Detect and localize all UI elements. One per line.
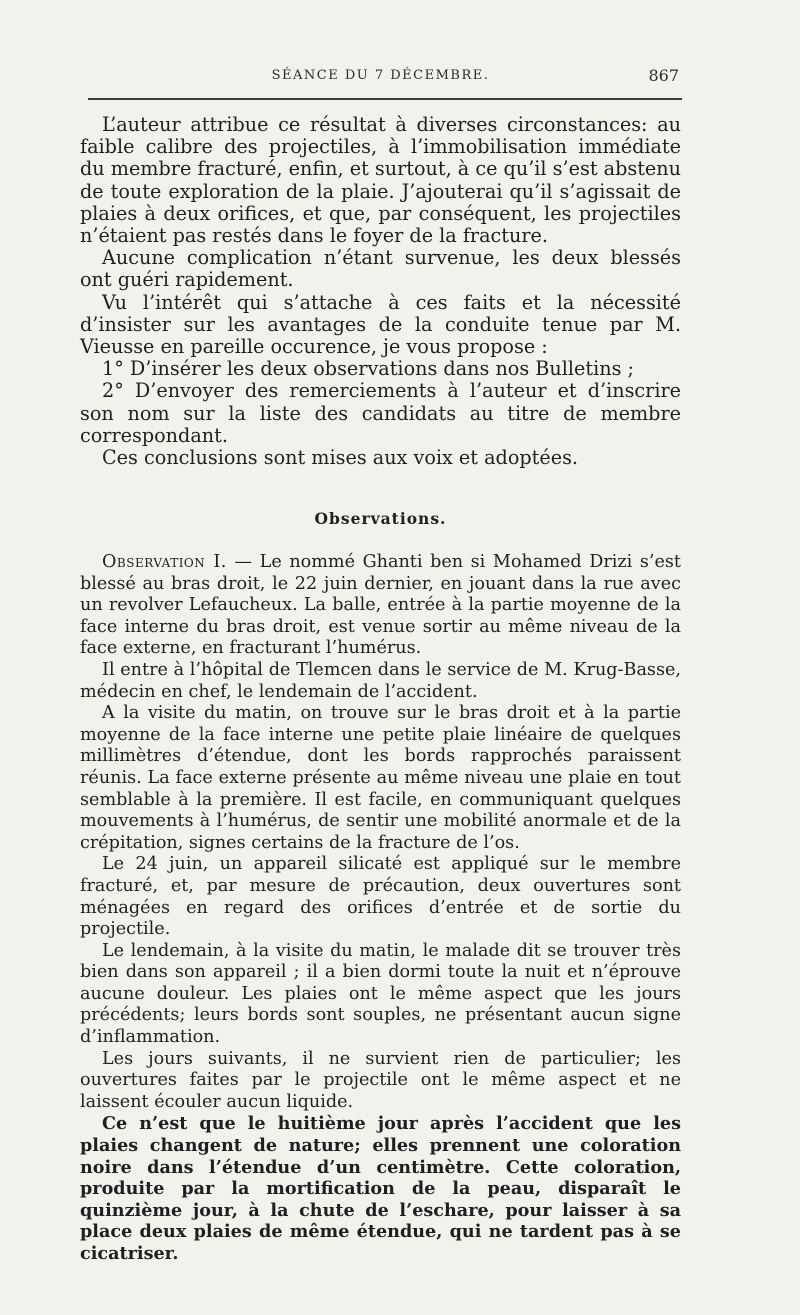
page-header xyxy=(80,66,681,90)
observation-paragraph: Il entre à l’hôpital de Tlemcen dans le service de M. Krug-Basse, médecin en chef, le lendemain de l’accident. xyxy=(80,659,681,702)
report-paragraph: Vu l’intérêt qui s’attache à ces faits et la nécessité d’insister sur les avantages de la conduite tenue par M. Vieusse en pareille occurence, je vous propose : xyxy=(80,290,681,359)
observation-paragraph: A la visite du matin, on trouve sur le bras droit et à la partie moyenne de la face interne une petite plaie linéaire de quelques millimètres d’étendue, dont les bords rapprochés paraissent réunis. La face externe présente au même niveau une plaie en tout semblable à la première. Il est facile, en communiquant quelques mouvements à l’humérus, de sentir une mobilité anormale et de la crépitation, signes certains de la fracture de l’os. xyxy=(80,703,681,853)
report-paragraph: Ces conclusions sont mises aux voix et adoptées. xyxy=(102,446,579,470)
observation-paragraph: Le 24 juin, un appareil silicaté est appliqué sur le membre fracturé, et, par mesure de précaution, deux ouvertures sont ménagées en regard des orifices d’entrée et de sortie du projectile. xyxy=(80,854,681,940)
observation-paragraph xyxy=(80,552,681,660)
page-number: 867 xyxy=(648,66,679,85)
observation-first-text: — Le nommé Ghanti ben si Mohamed Drizi s’est blessé au bras droit, le 22 juin dernier, en jouant dans la rue avec un revolver Lefaucheux. La balle, entrée à la partie moyenne de la face interne du bras droit, est venue sortir au même niveau de la face externe, en fracturant l’humérus. xyxy=(80,552,681,659)
observation-paragraph: Les jours suivants, il ne survient rien de particulier; les ouvertures faites par le projectile ont le même aspect et ne laissent écouler aucun liquide. xyxy=(80,1048,681,1112)
report-section xyxy=(80,114,681,469)
report-paragraph: 2° D’envoyer des remerciements à l’auteur et d’inscrire son nom sur la liste des candidats au titre de membre correspondant. xyxy=(80,379,681,447)
header-rule xyxy=(88,98,682,100)
observation-label: Observation I. xyxy=(102,552,227,572)
observations-heading: Observations. xyxy=(314,509,447,528)
report-paragraph: 1° D’insérer les deux observations dans nos Bulletins ; xyxy=(102,357,635,381)
observation-paragraph: Le lendemain, à la visite du matin, le malade dit se trouver très bien dans son appareil ; il a bien dormi toute la nuit et n’éprouve aucune douleur. Les plaies ont le même aspect que les jours précédents; leurs bords sont souples, ne présentant aucun signe d’inflammation. xyxy=(80,940,681,1048)
report-paragraph: L’auteur attribue ce résultat à diverses circonstances: au faible calibre des projectiles, à l’immobilisation immédiate du membre fracturé, enfin, et surtout, à ce qu’il s’est abstenu de toute exploration de la plaie. J’ajouterai qu’il s’agissait de plaies à deux orifices, et que, par conséquent, les projectiles n’étaient pas restés dans le foyer de la fracture. xyxy=(80,113,681,248)
report-paragraph: Aucune complication n’étant survenue, les deux blessés ont guéri rapidement. xyxy=(80,246,681,292)
observation-paragraph: Ce n’est que le huitième jour après l’accident que les plaies changent de nature; elles prennent une coloration noire dans l’étendue d’un centimètre. Cette coloration, produite par la mortification de la peau, disparaît le quinzième jour, à la chute de l’eschare, pour laisser à sa place deux plaies de même étendue, qui ne tardent pas à se cicatriser. xyxy=(80,1113,681,1264)
running-title: SÉANCE DU 7 DÉCEMBRE. xyxy=(271,68,490,83)
observations-section xyxy=(80,552,681,1265)
